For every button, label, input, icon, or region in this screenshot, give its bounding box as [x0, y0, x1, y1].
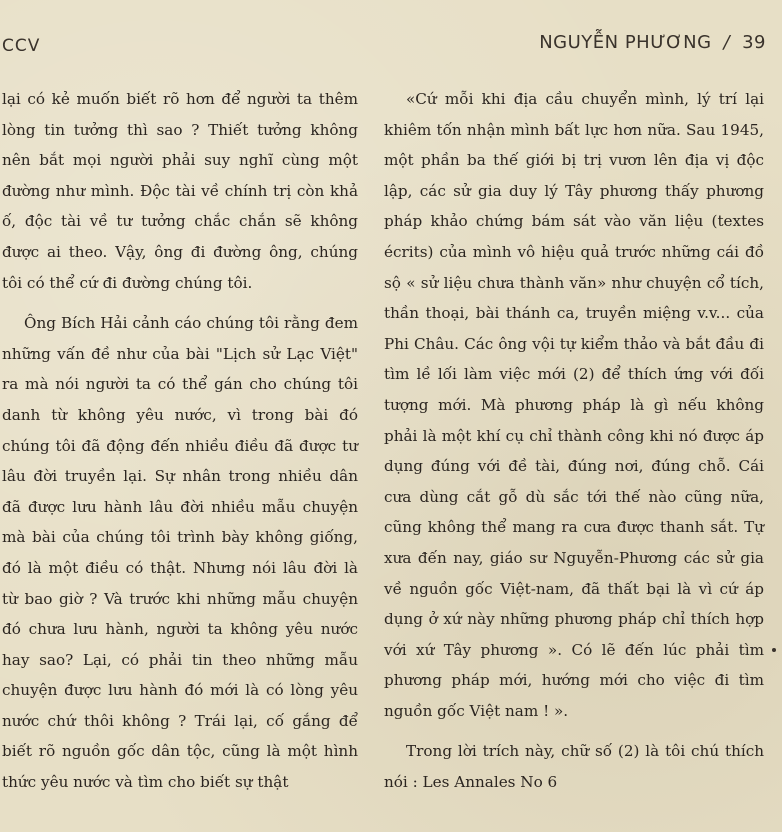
- right-paragraph-2: Trong lời trích này, chữ số (2) là tôi chú thích nói : Les Annales No 6: [384, 742, 764, 792]
- right-text-column: [384, 84, 764, 798]
- running-header: [0, 30, 782, 60]
- right-paragraph-1: «Cứ mỗi khi địa cầu chuyển mình, lý trí lại khiêm tốn nhận mình bất lực hơn nữa. Sau 1945, một phần ba thế giới bị trị vươn lên địa vị độc lập, các sử gia duy lý Tây phương thấy phương pháp khảo chứng bám sát vào văn liệu (textes écrits) của mình vô hiệu quả trước những cái đồ sộ « sử liệu chưa thành văn» như chuyện cổ tích, thần thoại, bài thánh ca, truyền miệng v.v... của Phi Châu. Các ông vội tự kiểm thảo và bắt đầu đi tìm lề lối làm việc mới (2) để thích ứng với đối tượng mới. Mà phương pháp là gì nếu không phải là một khí cụ chỉ thành công khi nó được áp dụng đúng với đề tài, đúng nơi, đúng chỗ. Cái cưa dùng cắt gỗ dù sắc tới thế nào cũng nữa, cũng không thể mang ra cưa được thanh sắt. Tự xưa đến nay, giáo sư Nguyễn-Phương các sử gia về nguồn gốc Việt-nam, đã thất bại là vì cứ áp dụng ở xứ này những phương pháp chỉ thích hợp với xứ Tây phương ». Có lẽ đến lúc phải tìm phương pháp mới, hướng mới cho việc đi tìm nguồn gốc Việt nam ! ».: [384, 90, 764, 720]
- ink-speck: [772, 648, 776, 652]
- header-right: [539, 32, 766, 53]
- header-left-label: CCV: [2, 36, 41, 56]
- header-separator: /: [723, 32, 731, 53]
- page-number: 39: [742, 32, 766, 53]
- header-author-title: NGUYỄN PHƯƠNG: [539, 32, 712, 53]
- left-paragraph-1: lại có kẻ muốn biết rõ hơn để người ta thêm lòng tin tưởng thì sao ? Thiết tưởng không nên bắt mọi người phải suy nghĩ cùng một đường như mình. Độc tài về chính trị còn khả ố, độc tài về tư tưởng chắc chắn sẽ không được ai theo. Vậy, ông đi đường ông, chúng tôi có thể cứ đi đường chúng tôi.: [2, 90, 358, 292]
- left-paragraph-2: Ông Bích Hải cảnh cáo chúng tôi rằng đem những vấn đề như của bài "Lịch sử Lạc Việt" ra mà nói người ta có thể gán cho chúng tôi danh từ không yêu nước, vì trong bài đó chúng tôi đã động đến nhiều điều đã được tư lâu đời truyền lại. Sự nhân trong nhiều dân đã được lưu hành lâu đời nhiều mẫu chuyện mà bài của chúng tôi trình bày không giống, đó là một điều có thật. Nhưng nói lâu đời là từ bao giờ ? Và trước khi những mẫu chuyện đó chưa lưu hành, người ta không yêu nước hay sao? Lại, có phải tin theo những mẫu chuyện được lưu hành đó mới là có lòng yêu nước chứ thôi không ? Trái lại, cố gắng để biết rõ nguồn gốc dân tộc, cũng là một hình thức yêu nước và tìm cho biết sự thật: [2, 314, 358, 792]
- left-text-column: [2, 84, 358, 798]
